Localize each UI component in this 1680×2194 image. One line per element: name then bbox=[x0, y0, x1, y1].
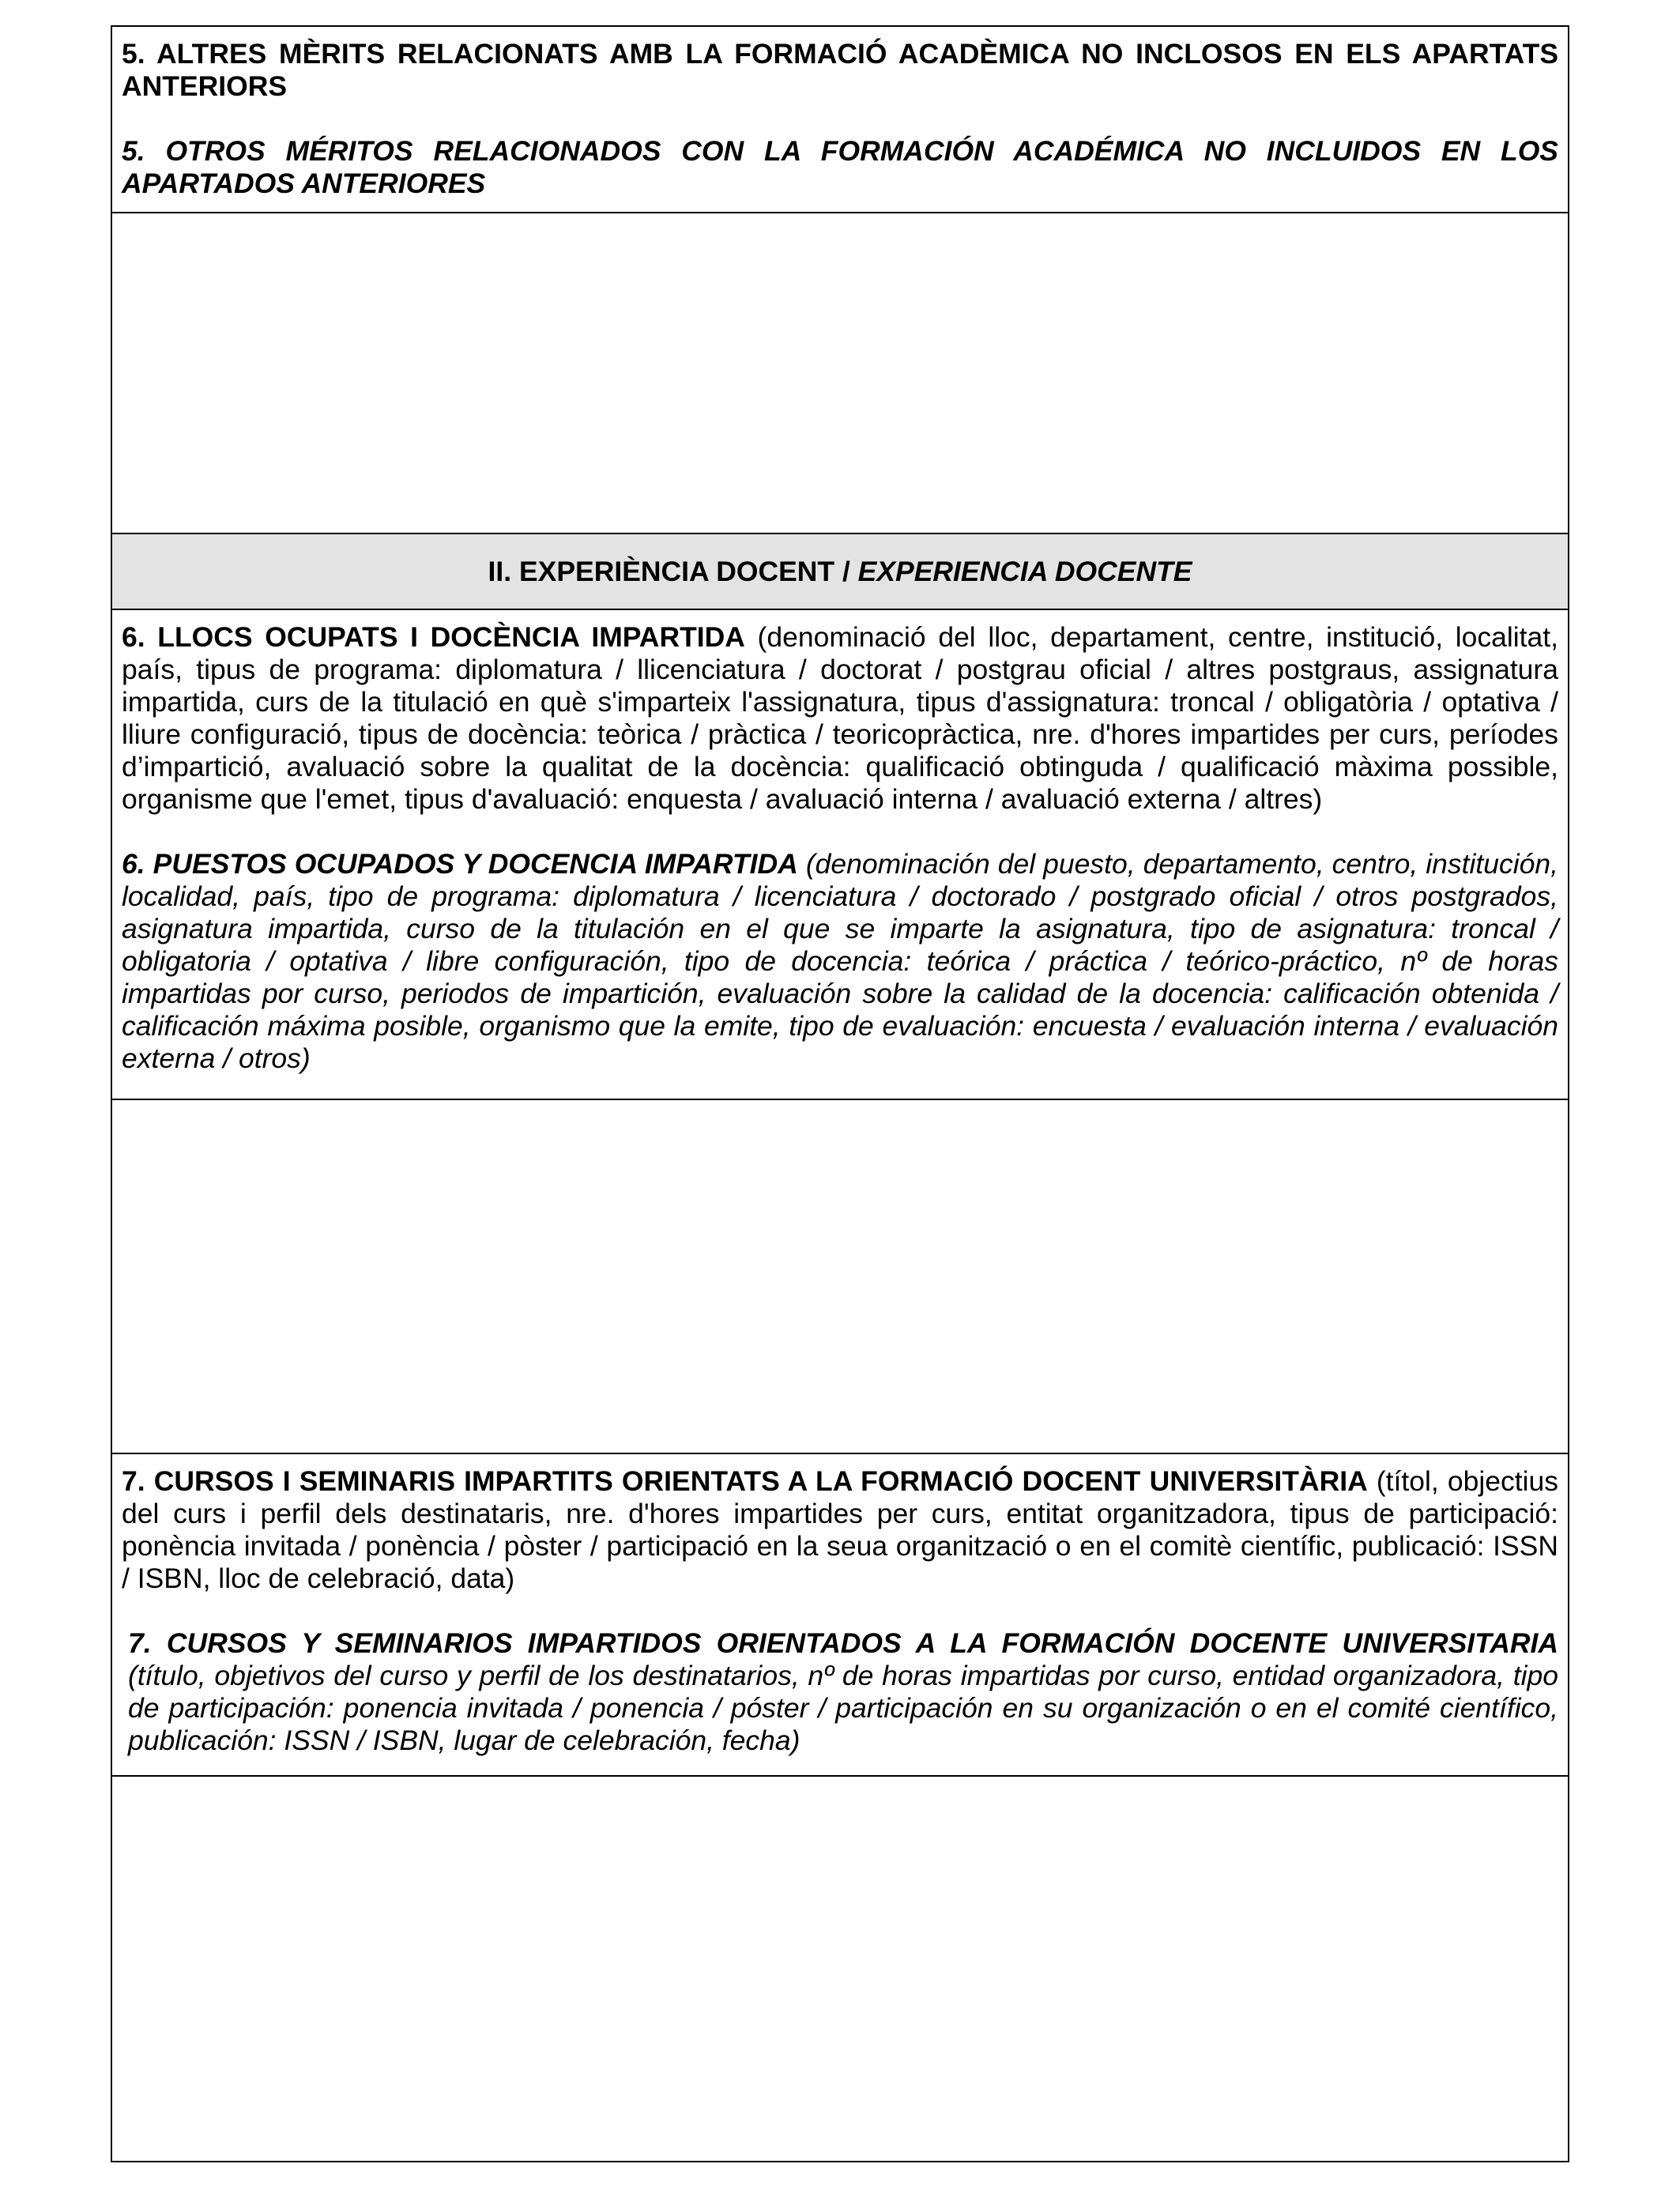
section-7-text-ca bbox=[122, 1465, 1558, 1595]
section-6-body-es: (denominación del puesto, departamento, centro, institución, localidad, país, tipo de programa: diplomatura / licenciatura / doctorado / postgrado oficial / otros postgrados, asignatura impartida, curso de la titulación en el que se imparte la asignatura, tipo de asignatura: troncal / obligatoria / optativa / libre configuración, tipo de docencia: teórica / práctica / teórico-práctico, nº de horas impartidas por curso, periodos de impartición, evaluación sobre la calidad de la docencia: calificación obtenida / calificación máxima posible, organismo que la emite, tipo de evaluación: encuesta / evaluación interna / evaluación externa / otros) bbox=[122, 848, 1558, 1074]
section-5-heading bbox=[112, 27, 1568, 213]
section-7-body-ca: (títol, objectius del curs i perfil dels destinataris, nre. d'hores impartides per curs, entitat organitzadora, tipus de participació: ponència invitada / ponència / pòster / participació en la seua organització o en el comitè científic, publicació: ISSN / ISBN, lloc de celebració, data) bbox=[122, 1465, 1558, 1594]
section-7-title-ca: 7. CURSOS I SEMINARIS IMPARTITS ORIENTATS A LA FORMACIÓ DOCENT UNIVERSITÀRIA bbox=[122, 1465, 1368, 1497]
section-7-title-es: 7. CURSOS Y SEMINARIOS IMPARTIDOS ORIENTADOS A LA FORMACIÓN DOCENTE UNIVERSITARIA bbox=[128, 1627, 1558, 1659]
section-6-text-es bbox=[122, 848, 1558, 1075]
section-6-entry-area[interactable] bbox=[112, 1100, 1568, 1454]
section-7-entry-area[interactable] bbox=[112, 1777, 1568, 2161]
section-7-heading bbox=[112, 1454, 1568, 1777]
section-6-heading bbox=[112, 610, 1568, 1100]
section-5-title-ca: 5. ALTRES MÈRITS RELACIONATS AMB LA FORMACIÓ ACADÈMICA NO INCLOSOS EN ELS APARTATS ANTERIORS bbox=[122, 38, 1558, 102]
cv-form-table bbox=[111, 25, 1569, 2162]
section-5-entry-area[interactable] bbox=[112, 213, 1568, 534]
section-ii-header bbox=[112, 534, 1568, 610]
section-ii-title-ca: II. EXPERIÈNCIA DOCENT / bbox=[488, 555, 858, 587]
section-5-title-es: 5. OTROS MÉRITOS RELACIONADOS CON LA FORMACIÓN ACADÉMICA NO INCLUIDOS EN LOS APARTADOS ANTERIORES bbox=[122, 135, 1558, 199]
section-6-title-ca: 6. LLOCS OCUPATS I DOCÈNCIA IMPARTIDA bbox=[122, 621, 745, 653]
section-7-text-es bbox=[122, 1627, 1558, 1757]
section-6-title-es: 6. PUESTOS OCUPADOS Y DOCENCIA IMPARTIDA bbox=[122, 848, 798, 880]
section-6-body-ca: (denominació del lloc, departament, centre, institució, localitat, país, tipus de programa: diplomatura / llicenciatura / doctorat / postgrau oficial / altres postgraus, assignatura impartida, curs de la titulació en què s'imparteix l'assignatura, tipus d'assignatura: troncal / obligatòria / optativa / lliure configuració, tipus de docència: teòrica / pràctica / teoricopràctica, nre. d'hores impartides per curs, períodes d’impartició, avaluació sobre la qualitat de la docència: qualificació obtinguda / qualificació màxima possible, organisme que l'emet, tipus d'avaluació: enquesta / avaluació interna / avaluació externa / altres) bbox=[122, 621, 1558, 815]
section-ii-title-es: EXPERIENCIA DOCENTE bbox=[857, 555, 1192, 587]
section-7-body-es: (título, objetivos del curso y perfil de los destinatarios, nº de horas impartidas por curso, entidad organizadora, tipo de participación: ponencia invitada / ponencia / póster / participación en su organización o en el comité científico, publicación: ISSN / ISBN, lugar de celebración, fecha) bbox=[128, 1660, 1558, 1756]
section-6-text-ca bbox=[122, 621, 1558, 816]
